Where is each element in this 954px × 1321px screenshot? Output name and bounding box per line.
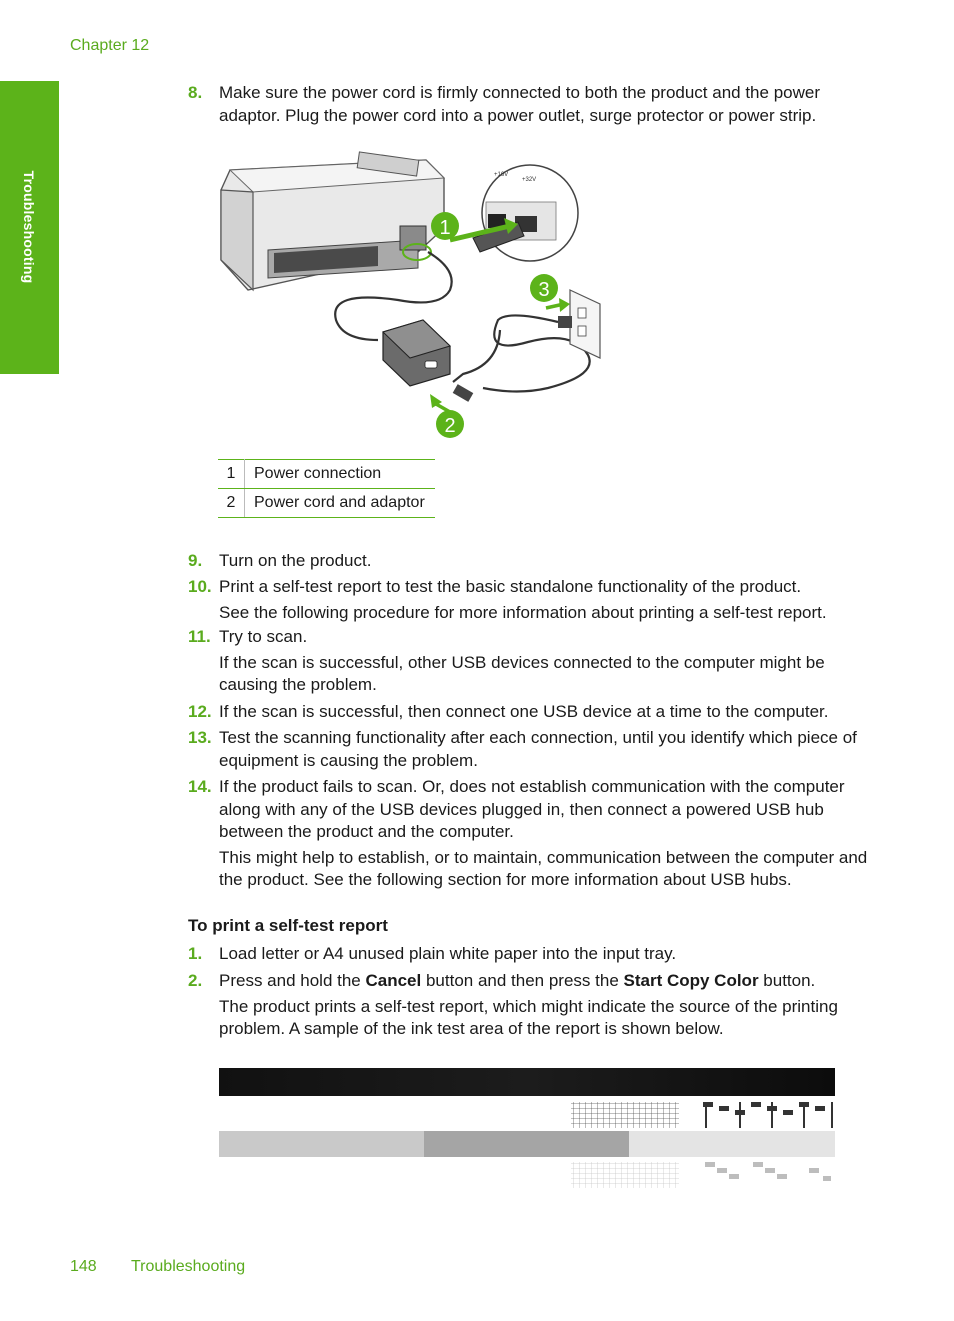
text-fragment: button.	[758, 971, 816, 990]
chapter-label: Chapter 12	[70, 37, 150, 54]
step-note: The product prints a self-test report, which might indicate the source of the printing problem. A sample of the ink test area of the report is shown below.	[219, 996, 838, 1038]
step-14	[188, 776, 878, 892]
step-number: 11.	[188, 627, 211, 646]
step-number: 13.	[188, 728, 212, 747]
voltage-label-32v: +32V	[522, 177, 537, 183]
step-note: If the scan is successful, other USB devices connected to the computer might be causing the problem.	[219, 652, 825, 694]
step-note: This might help to establish, or to maintain, communication between the computer and the product. See the following section for more information about USB hubs.	[219, 847, 868, 889]
figure-legend-table	[218, 459, 435, 518]
step-9	[188, 550, 878, 573]
step-number: 1.	[188, 944, 203, 963]
step-text	[219, 970, 878, 993]
step-text: If the product fails to scan. Or, does not establish communication with the computer along with any of the USB devices plugged in, then connect a powered USB hub between the product and the computer.	[219, 777, 845, 841]
callout-3-label: 3	[538, 279, 550, 301]
callout-2-label: 2	[444, 415, 456, 437]
step-text: Try to scan.	[219, 627, 308, 646]
step-number: 8.	[188, 83, 203, 102]
footer-section-title: Troubleshooting	[131, 1258, 246, 1275]
legend-number: 2	[218, 489, 245, 518]
step-8	[188, 82, 878, 127]
start-copy-color-button-name: Start Copy Color	[623, 971, 759, 990]
cancel-button-name: Cancel	[365, 971, 422, 990]
legend-label: Power connection	[245, 460, 436, 489]
procedure-step-2	[188, 970, 878, 1041]
text-fragment: Press and hold the	[219, 971, 366, 990]
legend-label: Power cord and adaptor	[245, 489, 436, 518]
step-text: Test the scanning functionality after each connection, until you identify which piece of equipment is causing the problem.	[219, 728, 857, 770]
connector-zoom-inset	[473, 165, 578, 261]
page-number: 148	[70, 1258, 97, 1275]
step-number: 10.	[188, 577, 212, 596]
step-text: If the scan is successful, then connect one USB device at a time to the computer.	[219, 702, 829, 721]
step-number: 14.	[188, 777, 212, 796]
ink-test-pattern-image	[219, 1068, 837, 1192]
table-row	[218, 460, 435, 489]
step-text: Turn on the product.	[219, 551, 372, 570]
callout-1-label: 1	[439, 217, 451, 239]
procedure-step-1	[188, 943, 878, 966]
power-adaptor-drawing	[383, 320, 450, 386]
step-text: Load letter or A4 unused plain white paper into the input tray.	[219, 944, 677, 963]
step-10	[188, 576, 878, 624]
step-13	[188, 727, 878, 772]
side-tab	[0, 81, 59, 374]
step-number: 9.	[188, 551, 203, 570]
power-connection-illustration	[218, 150, 618, 450]
voltage-label-16v: +16V	[494, 172, 509, 178]
step-11	[188, 626, 878, 697]
text-fragment: button and then press the	[421, 971, 624, 990]
wall-outlet-drawing	[558, 290, 600, 358]
step-number: 12.	[188, 702, 212, 721]
step-12	[188, 701, 878, 724]
procedure-heading: To print a self-test report	[188, 916, 388, 935]
printer-drawing	[221, 152, 444, 290]
table-row	[218, 489, 435, 518]
legend-number: 1	[218, 460, 245, 489]
step-text: Print a self-test report to test the basic standalone functionality of the product.	[219, 577, 802, 596]
side-tab-label: Troubleshooting	[21, 170, 37, 284]
step-text: Make sure the power cord is firmly connected to both the product and the power adaptor. Plug the power cord into a power outlet, surge protector or power strip.	[219, 83, 820, 125]
step-number: 2.	[188, 971, 203, 990]
step-note: See the following procedure for more information about printing a self-test report.	[219, 602, 827, 622]
